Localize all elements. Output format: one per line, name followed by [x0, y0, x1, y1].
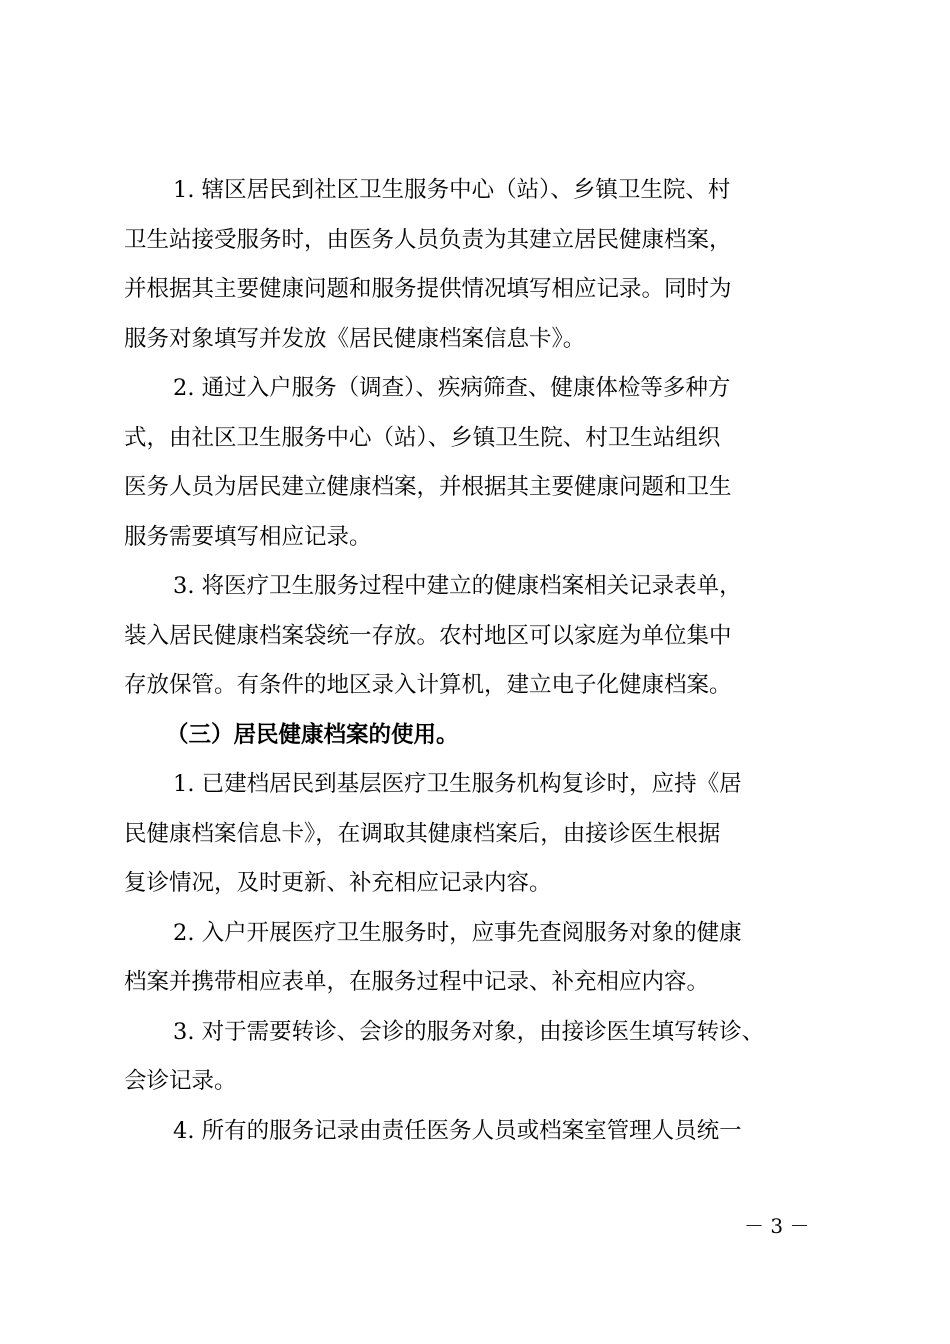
text-line: 4. 所有的服务记录由责任医务人员或档案室管理人员统一 [173, 1117, 742, 1144]
text-line: 服务需要填写相应记录。 [124, 523, 372, 550]
section-heading: （三）居民健康档案的使用。 [166, 721, 459, 748]
page-number: － 3 － [744, 1214, 810, 1238]
text-line: 3. 将医疗卫生服务过程中建立的健康档案相关记录表单， [173, 573, 742, 599]
text-line: 复诊情况，及时更新、补充相应记录内容。 [124, 870, 552, 896]
text-line: 2. 通过入户服务（调查）、疾病筛查、健康体检等多种方 [173, 375, 731, 401]
text-line: 卫生站接受服务时，由医务人员负责为其建立居民健康档案， [124, 226, 732, 253]
text-line: 医务人员为居民建立健康档案，并根据其主要健康问题和卫生 [124, 474, 732, 500]
text-line: 2. 入户开展医疗卫生服务时，应事先查阅服务对象的健康 [173, 919, 742, 946]
text-line: 装入居民健康档案袋统一存放。农村地区可以家庭为单位集中 [124, 622, 732, 649]
text-line: 档案并携带相应表单，在服务过程中记录、补充相应内容。 [124, 969, 710, 995]
text-line: 1. 已建档居民到基层医疗卫生服务机构复诊时，应持《居 [173, 771, 742, 797]
text-line: 并根据其主要健康问题和服务提供情况填写相应记录。同时为 [124, 276, 732, 302]
document-body [124, 166, 836, 1156]
text-line: 服务对象填写并发放《居民健康档案信息卡》。 [124, 325, 586, 352]
text-line: 1. 辖区居民到社区卫生服务中心（站）、乡镇卫生院、村 [173, 177, 731, 203]
text-line: 3. 对于需要转诊、会诊的服务对象，由接诊医生填写转诊、 [173, 1018, 765, 1045]
text-line: 会诊记录。 [124, 1068, 237, 1094]
text-line: 式，由社区卫生服务中心（站）、乡镇卫生院、村卫生站组织 [124, 424, 721, 451]
text-line: 存放保管。有条件的地区录入计算机，建立电子化健康档案。 [124, 672, 732, 698]
text-line: 民健康档案信息卡》，在调取其健康档案后，由接诊医生根据 [124, 820, 721, 847]
